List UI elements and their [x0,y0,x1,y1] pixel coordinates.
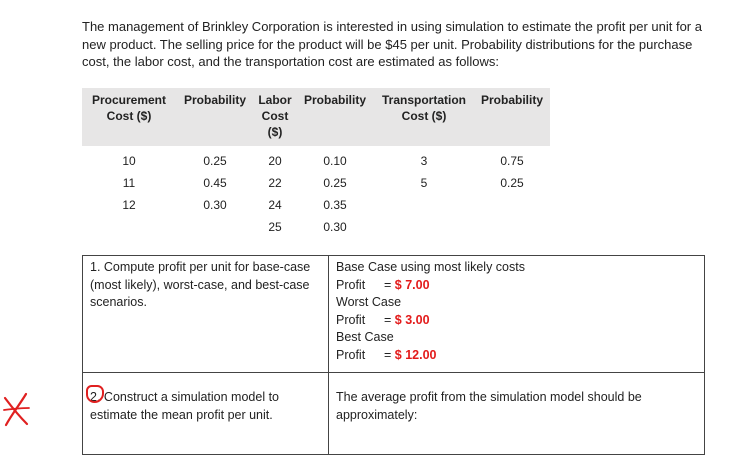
worst-case-value: $ 3.00 [394,312,430,327]
header-procurement-probability [176,88,254,146]
table-cell [474,216,550,238]
best-case-value: $ 12.00 [394,347,437,362]
table-cell [474,194,550,216]
table-row [82,216,550,238]
answer-2-text: The average profit from the simulation model should be approximately: [336,390,642,422]
table-cell [176,216,254,238]
header-labor-probability [296,88,374,146]
table-cell: 10 [122,154,136,168]
table-cell [374,216,474,238]
table-header-row [82,88,550,146]
question-2-number-wrap [90,390,104,404]
qa-row-2 [83,373,705,455]
table-cell: 22 [268,176,282,190]
table-cell: 0.25 [323,176,347,190]
table-cell: 0.30 [323,220,347,234]
question-answer-table [82,255,705,455]
equals-sign: = [384,312,392,327]
table-cell: 0.25 [203,154,227,168]
table-cell: 0.35 [323,198,347,212]
header-text: Cost [261,109,289,123]
table-row [82,146,550,172]
header-text: ($) [267,125,283,139]
header-text: Probability [303,93,366,107]
distribution-table [82,88,550,238]
worst-case-profit [336,312,696,330]
profit-label: Profit [336,277,366,292]
header-text: Labor [258,93,292,107]
header-text: Cost ($) [106,109,152,123]
table-cell: 25 [268,220,282,234]
answer-1-cell [329,256,705,373]
header-text: Probability [480,93,543,107]
best-case-profit [336,347,696,365]
table-cell: 0.45 [203,176,227,190]
table-cell: 3 [420,154,428,168]
header-transportation-cost [374,88,474,146]
header-text: Probability [183,93,246,107]
table-row [82,194,550,216]
table-cell: 5 [420,176,428,190]
header-text: Procurement [91,93,167,107]
table-cell: 0.75 [500,154,524,168]
problem-intro [82,18,722,71]
red-x-mark-icon [2,388,30,428]
red-circle-annotation [86,385,104,403]
base-case-value: $ 7.00 [394,277,430,292]
header-text: Cost ($) [401,109,447,123]
base-case-label: Base Case using most likely costs [336,260,525,274]
profit-label: Profit [336,312,366,327]
question-1-text: 1. Compute profit per unit for base-case (most likely), worst-case, and best-case scenarios. [90,260,311,310]
table-row [82,172,550,194]
equals-sign: = [384,277,392,292]
table-cell: 0.25 [500,176,524,190]
equals-sign: = [384,347,392,362]
table-cell: 0.30 [203,198,227,212]
profit-label: Profit [336,347,366,362]
intro-text: The management of Brinkley Corporation is interested in using simulation to estimate the profit per unit for a new product. The selling price for the product will be $45 per unit. Probability distributions for the purchase cost, the labor cost, and the transportation cost are estimated as follows: [82,19,702,69]
table-cell: 24 [268,198,282,212]
table-cell: 11 [122,176,136,190]
header-labor-cost [254,88,296,146]
table-cell: 20 [268,154,282,168]
question-2-cell [83,373,329,455]
qa-row-1 [83,256,705,373]
header-text: Transportation [381,93,466,107]
base-case-profit [336,277,696,295]
question-2-text: Construct a simulation model to estimate the mean profit per unit. [90,390,280,422]
table-cell: 0.10 [323,154,347,168]
answer-2-cell [329,373,705,455]
table-cell [82,216,176,238]
table-cell [374,194,474,216]
table-cell: 12 [122,198,136,212]
header-transportation-probability [474,88,550,146]
best-case-label: Best Case [336,330,394,345]
worst-case-label: Worst Case [336,295,402,310]
question-2-number: 2. [90,390,101,404]
question-1-cell [83,256,329,373]
header-procurement-cost [82,88,176,146]
